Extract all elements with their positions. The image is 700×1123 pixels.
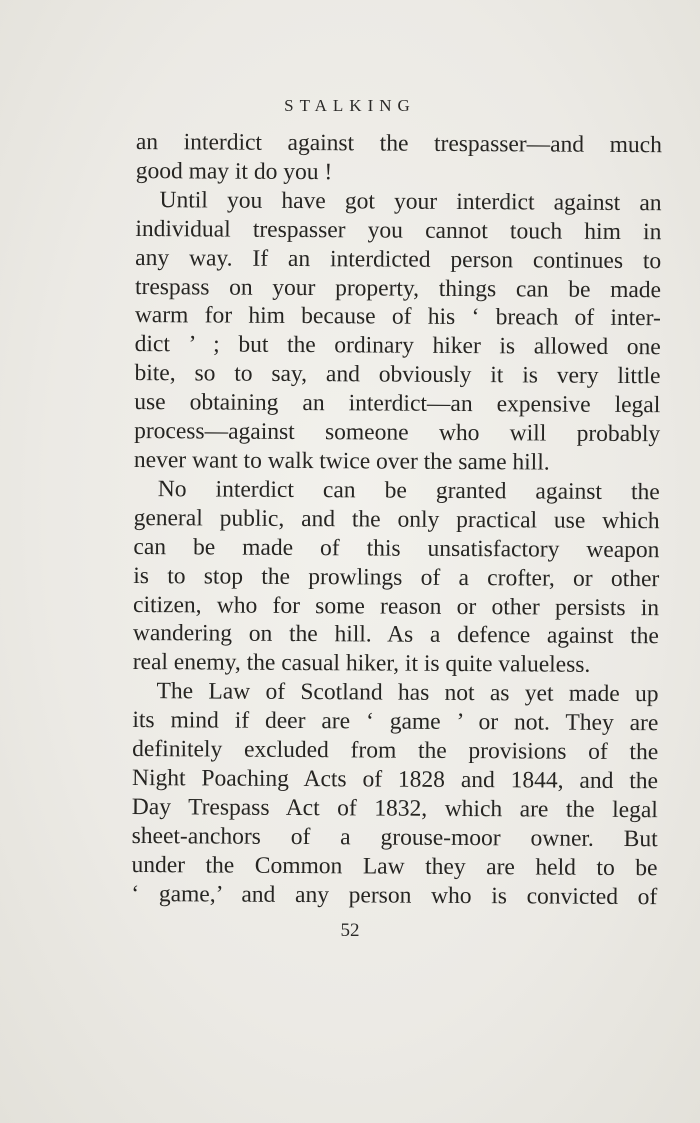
text-line: Day Trespass Act of 1832, which are the legal <box>131 793 658 824</box>
text-line: No interdict can be granted against the <box>157 476 660 506</box>
text-line: definitely excluded from the provisions of the <box>132 736 659 766</box>
text-line: any way. If an interdicted person continues to <box>135 244 662 274</box>
text-line: Night Poaching Acts of 1828 and 1844, and the <box>131 764 659 795</box>
text-line: use obtaining an interdict—an expensive legal <box>134 389 661 419</box>
text-line: good may it do you ! <box>135 157 333 186</box>
text-line: never want to walk twice over the same hill. <box>133 446 550 476</box>
text-line: ‘ game,’ and any person who is convicted of <box>131 880 658 910</box>
text-line: trespass on your property, things can be made <box>134 273 662 303</box>
text-line: Until you have got your interdict against an <box>159 186 662 217</box>
text-line: process—against someone who will probably <box>134 418 661 448</box>
text-line: dict ’ ; but the ordinary hiker is allowed one <box>134 331 661 361</box>
running-head: STALKING <box>284 96 416 115</box>
page-number: 52 <box>340 920 360 941</box>
text-line: warm for him because of his ‘ breach of inter- <box>134 302 661 332</box>
text-line: sheet-anchors of a grouse-moor owner. But <box>131 822 658 852</box>
text-line: individual trespasser you cannot touch him in <box>135 215 662 245</box>
text-line: wandering on the hill. As a defence against the <box>132 620 659 650</box>
text-line: The Law of Scotland has not as yet made up <box>156 678 659 708</box>
text-line: citizen, who for some reason or other persists in <box>133 591 660 621</box>
text-line: can be made of this unsatisfactory weapon <box>133 533 660 563</box>
text-line: is to stop the prowlings of a crofter, or other <box>133 562 660 592</box>
text-line: bite, so to say, and obviously it is very little <box>134 360 661 390</box>
text-line: under the Common Law they are held to be <box>131 851 658 881</box>
text-line: real enemy, the casual hiker, it is quite valueless. <box>132 649 591 679</box>
text-line: an interdict against the trespasser—and much <box>135 128 662 159</box>
body-text <box>131 128 662 912</box>
text-line: its mind if deer are ‘ game ’ or not. They are <box>132 707 659 737</box>
text-line: general public, and the only practical use which <box>133 504 660 534</box>
